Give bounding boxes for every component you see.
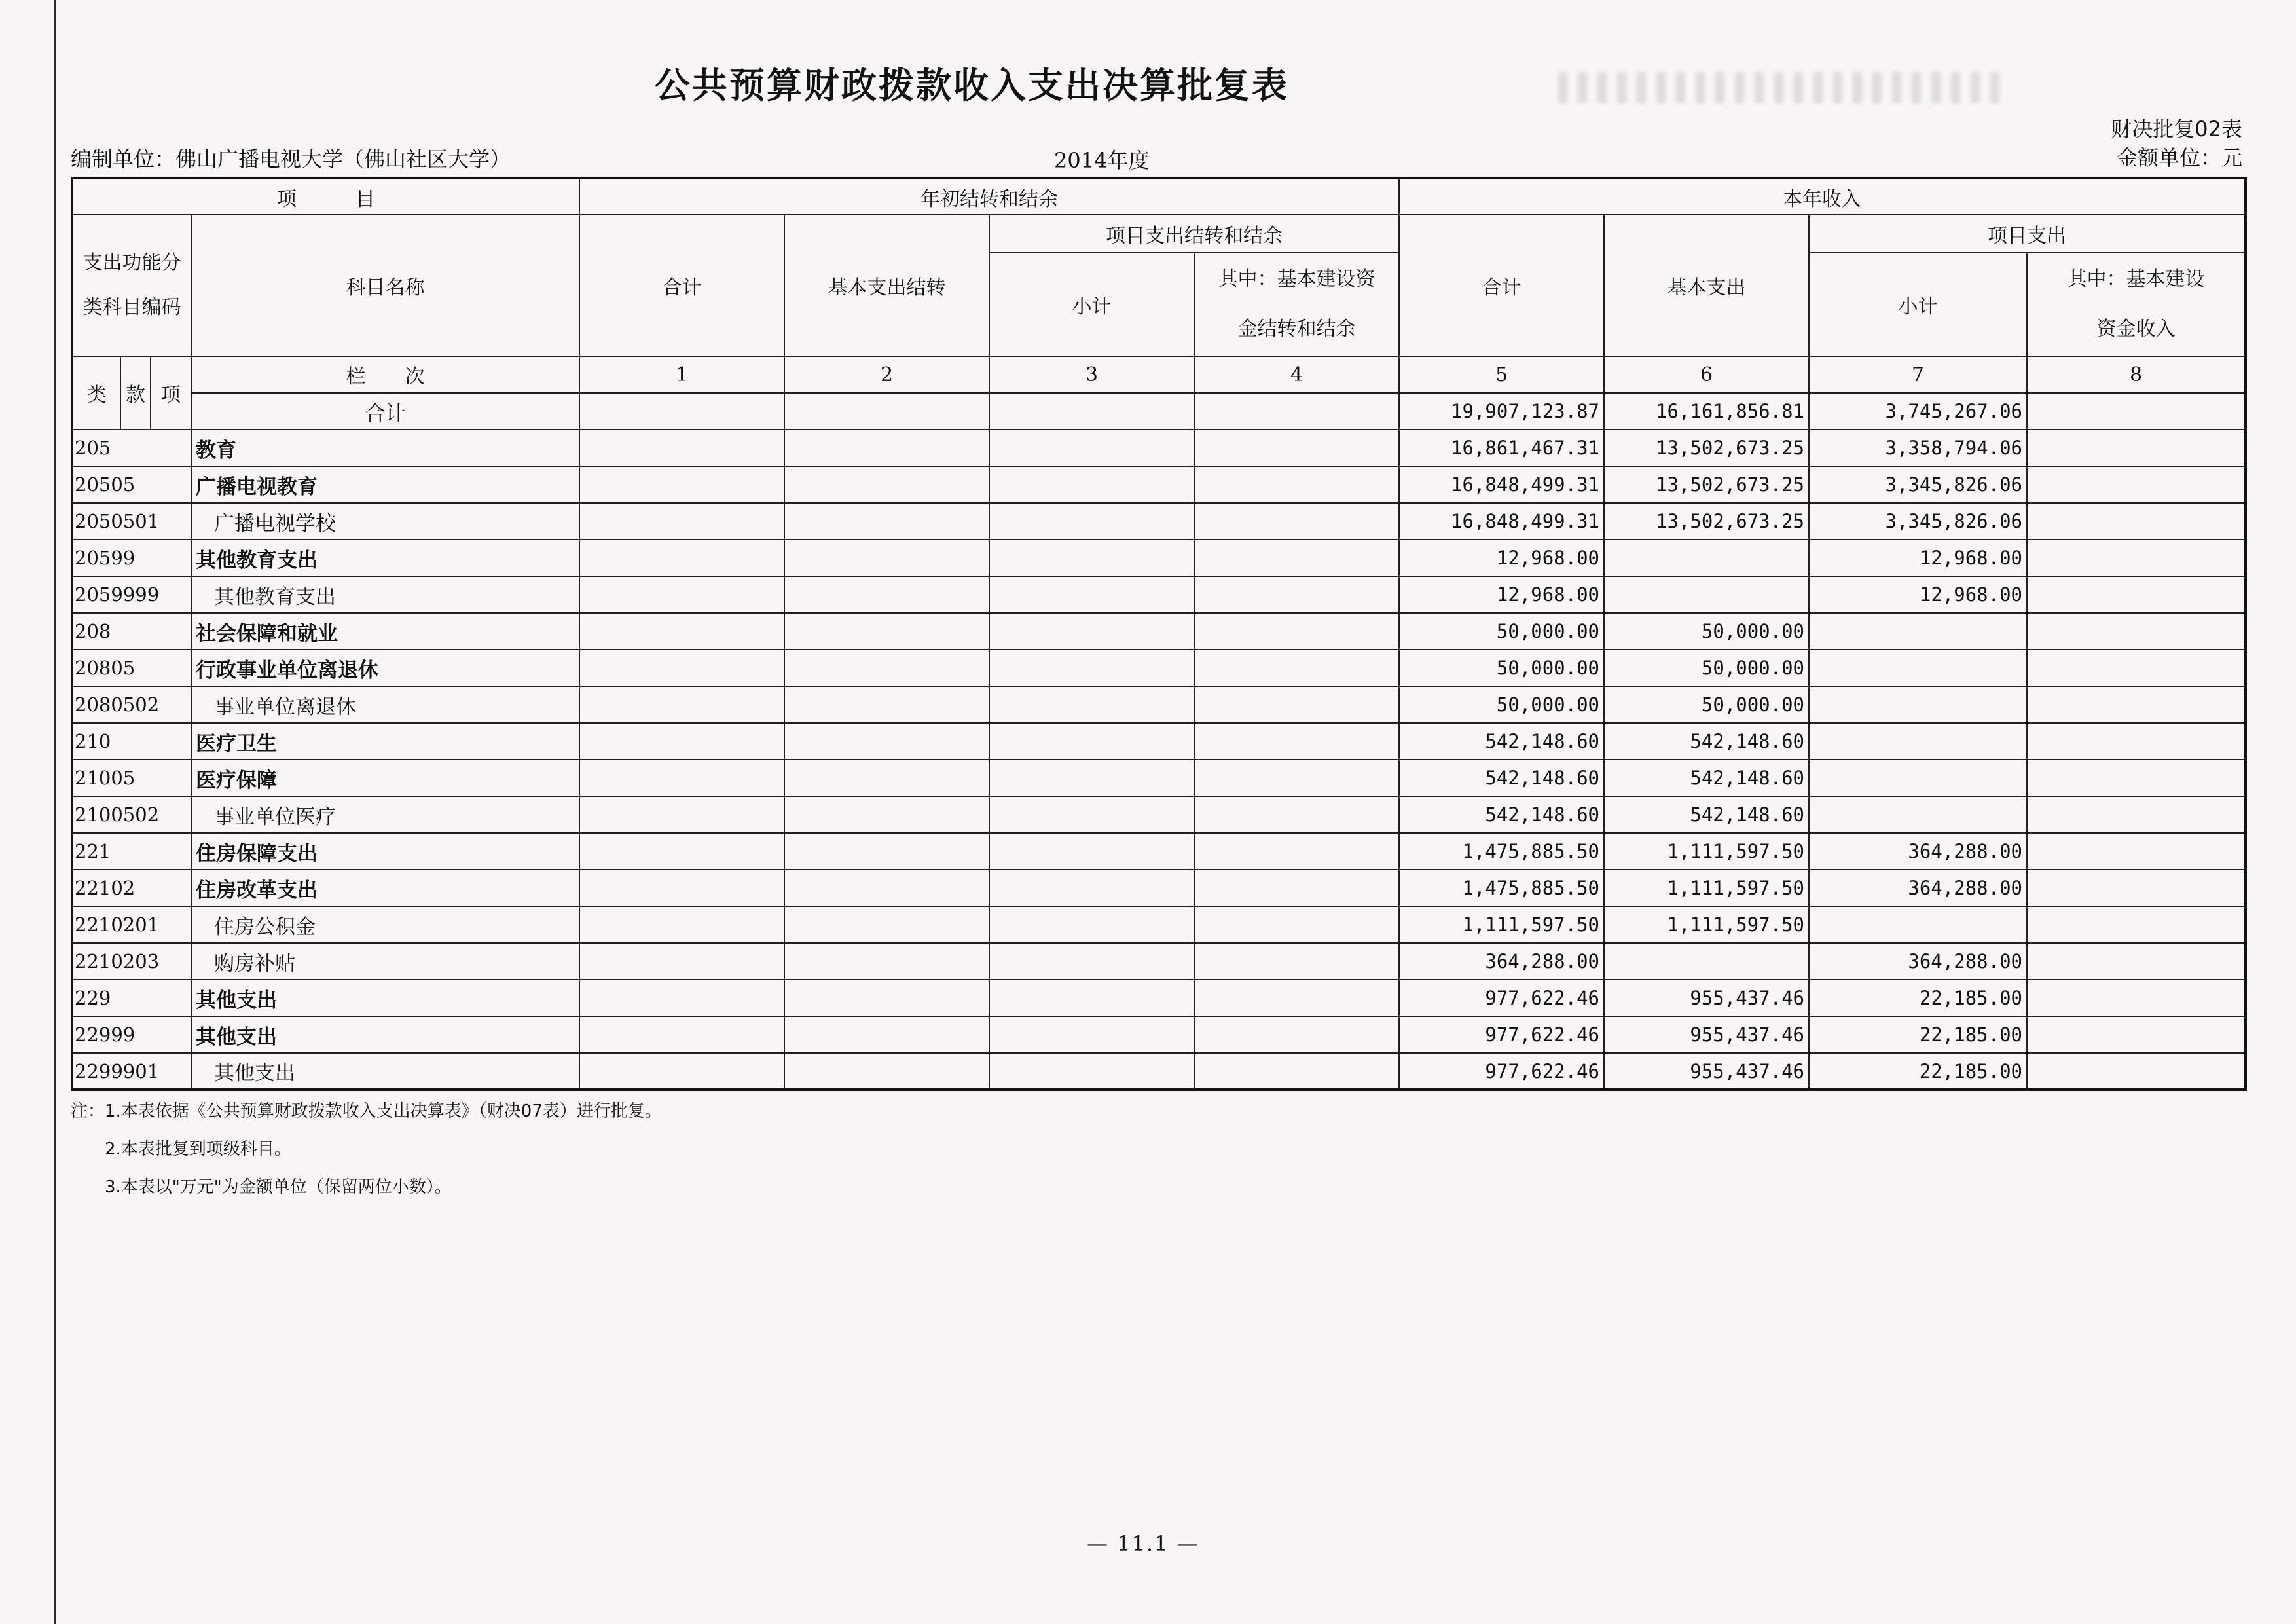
empty-cell: [579, 503, 784, 540]
empty-cell: [1194, 906, 1399, 943]
row-col5: 1,475,885.50: [1399, 833, 1604, 870]
row-col5: 50,000.00: [1399, 613, 1604, 650]
row-col5: 364,288.00: [1399, 943, 1604, 980]
note-2: 2.本表批复到项级科目。: [105, 1139, 291, 1159]
empty-cell: [784, 1053, 989, 1090]
row-col7: 12,968.00: [1809, 576, 2027, 613]
empty-cell: [989, 540, 1194, 576]
page-number: — 11.1 —: [1087, 1531, 1199, 1556]
row-col6: 542,148.60: [1604, 796, 1809, 833]
empty-cell: [2027, 723, 2246, 760]
empty-cell: [989, 833, 1194, 870]
header-kuan: 款: [120, 356, 151, 430]
row-col5: 16,861,467.31: [1399, 430, 1604, 466]
empty-cell: [784, 1016, 989, 1053]
row-code: 20805: [72, 650, 191, 686]
empty-cell: [989, 466, 1194, 503]
header-basic-expense: 基本支出: [1604, 215, 1809, 356]
table-row: [72, 980, 2246, 1016]
empty-cell: [784, 466, 989, 503]
col-number: 6: [1604, 356, 1809, 393]
note-1: 注：1.本表依据《公共预算财政拨款收入支出决算表》（财决07表）进行批复。: [71, 1101, 662, 1121]
empty-cell: [2027, 650, 2246, 686]
empty-cell: [1194, 576, 1399, 613]
empty-cell: [579, 540, 784, 576]
empty-cell: [2027, 760, 2246, 796]
table-row: [72, 650, 2246, 686]
row-col5: 50,000.00: [1399, 686, 1604, 723]
header-opening-balance: 年初结转和结余: [579, 178, 1399, 215]
row-col6: 50,000.00: [1604, 613, 1809, 650]
row-name: 广播电视学校: [191, 503, 579, 540]
row-name: 社会保障和就业: [191, 613, 579, 650]
header-total-b: 合计: [1399, 215, 1604, 356]
empty-cell: [1194, 870, 1399, 906]
row-name: 事业单位医疗: [191, 796, 579, 833]
row-code: 2210203: [72, 943, 191, 980]
empty-cell: [989, 760, 1194, 796]
row-col7: 22,185.00: [1809, 980, 2027, 1016]
empty-cell: [1194, 540, 1399, 576]
row-col6: 13,502,673.25: [1604, 466, 1809, 503]
row-col5: 977,622.46: [1399, 1053, 1604, 1090]
empty-cell: [1194, 723, 1399, 760]
empty-cell: [2027, 1016, 2246, 1053]
empty-cell: [579, 686, 784, 723]
table-row: [72, 576, 2246, 613]
row-col5: 542,148.60: [1399, 723, 1604, 760]
table-row: [72, 430, 2246, 466]
row-name: 其他教育支出: [191, 576, 579, 613]
row-col5: 16,848,499.31: [1399, 466, 1604, 503]
row-code: 22999: [72, 1016, 191, 1053]
row-col7: 22,185.00: [1809, 1053, 2027, 1090]
row-name: 事业单位离退休: [191, 686, 579, 723]
row-name: 其他支出: [191, 980, 579, 1016]
empty-cell: [2027, 430, 2246, 466]
header-lei: 类: [72, 356, 120, 430]
empty-cell: [579, 870, 784, 906]
row-col7: 3,345,826.06: [1809, 503, 2027, 540]
empty-cell: [784, 393, 989, 430]
header-project-expense: 项目支出: [1809, 215, 2246, 253]
row-code: 2080502: [72, 686, 191, 723]
row-col6: 50,000.00: [1604, 686, 1809, 723]
row-col7: 3,358,794.06: [1809, 430, 2027, 466]
empty-cell: [1194, 760, 1399, 796]
empty-cell: [2027, 870, 2246, 906]
col-number: 3: [989, 356, 1194, 393]
report-year: 2014年度: [1054, 148, 1150, 173]
empty-cell: [784, 503, 989, 540]
header-subject-name: 科目名称: [191, 215, 579, 356]
col-number: 2: [784, 356, 989, 393]
table-row: [72, 723, 2246, 760]
row-col5: 542,148.60: [1399, 796, 1604, 833]
empty-cell: [989, 723, 1194, 760]
empty-cell: [784, 650, 989, 686]
row-col6: [1604, 576, 1809, 613]
row-col5: 16,848,499.31: [1399, 503, 1604, 540]
empty-cell: [2027, 503, 2246, 540]
empty-cell: [579, 906, 784, 943]
empty-cell: [989, 980, 1194, 1016]
table-row: [72, 833, 2246, 870]
header-item: 项 目: [72, 178, 579, 215]
prepared-by: 编制单位：佛山广播电视大学（佛山社区大学）: [71, 147, 511, 172]
row-code: 20599: [72, 540, 191, 576]
table-row: [72, 466, 2246, 503]
col-number: 5: [1399, 356, 1604, 393]
empty-cell: [1194, 943, 1399, 980]
empty-cell: [989, 650, 1194, 686]
total-row: [72, 393, 2246, 430]
empty-cell: [1194, 980, 1399, 1016]
notes: [71, 1092, 662, 1206]
row-name: 医疗保障: [191, 760, 579, 796]
row-col6: [1604, 540, 1809, 576]
empty-cell: [579, 980, 784, 1016]
empty-cell: [579, 796, 784, 833]
empty-cell: [579, 723, 784, 760]
empty-cell: [989, 576, 1194, 613]
empty-cell: [1194, 833, 1399, 870]
row-col7: 12,968.00: [1809, 540, 2027, 576]
row-col6: 542,148.60: [1604, 723, 1809, 760]
table-row: [72, 906, 2246, 943]
row-code: 2299901: [72, 1053, 191, 1090]
row-col6: 955,437.46: [1604, 980, 1809, 1016]
table-row: [72, 540, 2246, 576]
empty-cell: [2027, 943, 2246, 980]
row-col5: 542,148.60: [1399, 760, 1604, 796]
budget-table: [71, 177, 2247, 1091]
row-col7: 364,288.00: [1809, 833, 2027, 870]
empty-cell: [784, 540, 989, 576]
total-col5: 19,907,123.87: [1399, 393, 1604, 430]
empty-cell: [1194, 503, 1399, 540]
header-construction-a: 其中：基本建设资金结转和结余: [1194, 253, 1399, 356]
row-col5: 977,622.46: [1399, 1016, 1604, 1053]
empty-cell: [1194, 650, 1399, 686]
row-col5: 1,111,597.50: [1399, 906, 1604, 943]
empty-cell: [2027, 796, 2246, 833]
table-row: [72, 943, 2246, 980]
empty-cell: [579, 943, 784, 980]
row-name: 教育: [191, 430, 579, 466]
empty-cell: [784, 613, 989, 650]
table-row: [72, 503, 2246, 540]
empty-cell: [2027, 576, 2246, 613]
row-code: 208: [72, 613, 191, 650]
header-construction-b: 其中：基本建设资金收入: [2027, 253, 2246, 356]
empty-cell: [579, 760, 784, 796]
empty-cell: [989, 503, 1194, 540]
empty-cell: [1194, 613, 1399, 650]
empty-cell: [2027, 393, 2246, 430]
row-name: 广播电视教育: [191, 466, 579, 503]
row-col7: 22,185.00: [1809, 1016, 2027, 1053]
header-row-2: [72, 215, 2246, 253]
header-row-numbers: [72, 356, 2246, 393]
empty-cell: [784, 943, 989, 980]
row-col6: 13,502,673.25: [1604, 503, 1809, 540]
empty-cell: [989, 870, 1194, 906]
row-col5: 50,000.00: [1399, 650, 1604, 686]
page-title: 公共预算财政拨款收入支出决算批复表: [655, 65, 1289, 106]
header-current-income: 本年收入: [1399, 178, 2246, 215]
table-row: [72, 870, 2246, 906]
row-col7: [1809, 760, 2027, 796]
empty-cell: [784, 906, 989, 943]
row-col7: 364,288.00: [1809, 870, 2027, 906]
row-col6: 1,111,597.50: [1604, 870, 1809, 906]
total-col7: 3,745,267.06: [1809, 393, 2027, 430]
empty-cell: [2027, 980, 2246, 1016]
empty-cell: [784, 430, 989, 466]
empty-cell: [579, 430, 784, 466]
empty-cell: [989, 796, 1194, 833]
row-col6: 13,502,673.25: [1604, 430, 1809, 466]
empty-cell: [784, 576, 989, 613]
empty-cell: [579, 1053, 784, 1090]
col-number: 1: [579, 356, 784, 393]
col-number: 7: [1809, 356, 2027, 393]
empty-cell: [579, 650, 784, 686]
empty-cell: [2027, 466, 2246, 503]
row-col7: [1809, 723, 2027, 760]
empty-cell: [1194, 686, 1399, 723]
col-number: 8: [2027, 356, 2246, 393]
empty-cell: [1194, 796, 1399, 833]
table-row: [72, 686, 2246, 723]
col-number: 4: [1194, 356, 1399, 393]
empty-cell: [2027, 613, 2246, 650]
row-col6: 955,437.46: [1604, 1016, 1809, 1053]
row-name: 住房保障支出: [191, 833, 579, 870]
scan-edge-line: [54, 0, 56, 1624]
empty-cell: [1194, 1053, 1399, 1090]
row-code: 21005: [72, 760, 191, 796]
row-col7: 3,345,826.06: [1809, 466, 2027, 503]
row-col6: 542,148.60: [1604, 760, 1809, 796]
header-row-1: [72, 178, 2246, 215]
empty-cell: [2027, 1053, 2246, 1090]
empty-cell: [1194, 466, 1399, 503]
header-column-seq: 栏 次: [191, 356, 579, 393]
row-code: 2050501: [72, 503, 191, 540]
empty-cell: [579, 393, 784, 430]
header-subtotal-a: 小计: [989, 253, 1194, 356]
row-col7: [1809, 796, 2027, 833]
empty-cell: [579, 833, 784, 870]
header-func-code: 支出功能分类科目编码: [72, 215, 191, 356]
empty-cell: [579, 1016, 784, 1053]
row-col6: 1,111,597.50: [1604, 906, 1809, 943]
empty-cell: [784, 686, 989, 723]
empty-cell: [989, 943, 1194, 980]
header-total-a: 合计: [579, 215, 784, 356]
empty-cell: [989, 430, 1194, 466]
empty-cell: [579, 613, 784, 650]
note-3: 3.本表以"万元"为金额单位（保留两位小数）。: [105, 1177, 452, 1197]
row-col5: 12,968.00: [1399, 576, 1604, 613]
row-col5: 1,475,885.50: [1399, 870, 1604, 906]
empty-cell: [579, 576, 784, 613]
row-col7: [1809, 686, 2027, 723]
header-xiang: 项: [151, 356, 191, 430]
empty-cell: [1194, 393, 1399, 430]
row-col7: [1809, 906, 2027, 943]
table-row: [72, 613, 2246, 650]
row-code: 2059999: [72, 576, 191, 613]
empty-cell: [2027, 540, 2246, 576]
empty-cell: [784, 980, 989, 1016]
form-code: 财决批复02表: [2111, 117, 2242, 141]
empty-cell: [989, 686, 1194, 723]
amount-unit: 金额单位：元: [2116, 145, 2242, 170]
empty-cell: [2027, 686, 2246, 723]
total-label: 合计: [191, 393, 579, 430]
row-col6: 955,437.46: [1604, 1053, 1809, 1090]
table-row: [72, 1053, 2246, 1090]
empty-cell: [784, 760, 989, 796]
empty-cell: [1194, 1016, 1399, 1053]
total-col6: 16,161,856.81: [1604, 393, 1809, 430]
row-name: 住房公积金: [191, 906, 579, 943]
row-code: 22102: [72, 870, 191, 906]
row-name: 住房改革支出: [191, 870, 579, 906]
row-name: 其他支出: [191, 1053, 579, 1090]
row-name: 其他教育支出: [191, 540, 579, 576]
row-col7: [1809, 650, 2027, 686]
header-project-carryover: 项目支出结转和结余: [989, 215, 1399, 253]
empty-cell: [784, 870, 989, 906]
header-basic-carryover: 基本支出结转: [784, 215, 989, 356]
row-col6: 1,111,597.50: [1604, 833, 1809, 870]
row-code: 205: [72, 430, 191, 466]
empty-cell: [579, 466, 784, 503]
row-name: 购房补贴: [191, 943, 579, 980]
row-col7: [1809, 613, 2027, 650]
empty-cell: [989, 613, 1194, 650]
empty-cell: [2027, 906, 2246, 943]
empty-cell: [784, 723, 989, 760]
form-meta: [2111, 115, 2242, 172]
row-col6: 50,000.00: [1604, 650, 1809, 686]
empty-cell: [989, 393, 1194, 430]
header-subtotal-b: 小计: [1809, 253, 2027, 356]
empty-cell: [989, 906, 1194, 943]
empty-cell: [1194, 430, 1399, 466]
row-code: 210: [72, 723, 191, 760]
row-code: 2100502: [72, 796, 191, 833]
stamp-smudge: [1558, 72, 2003, 103]
row-code: 2210201: [72, 906, 191, 943]
row-col5: 12,968.00: [1399, 540, 1604, 576]
row-col6: [1604, 943, 1809, 980]
empty-cell: [989, 1016, 1194, 1053]
row-code: 221: [72, 833, 191, 870]
row-col5: 977,622.46: [1399, 980, 1604, 1016]
row-col7: 364,288.00: [1809, 943, 2027, 980]
row-code: 20505: [72, 466, 191, 503]
empty-cell: [784, 833, 989, 870]
empty-cell: [784, 796, 989, 833]
row-code: 229: [72, 980, 191, 1016]
row-name: 医疗卫生: [191, 723, 579, 760]
table-row: [72, 1016, 2246, 1053]
empty-cell: [2027, 833, 2246, 870]
row-name: 其他支出: [191, 1016, 579, 1053]
table-row: [72, 796, 2246, 833]
table-row: [72, 760, 2246, 796]
row-name: 行政事业单位离退休: [191, 650, 579, 686]
empty-cell: [989, 1053, 1194, 1090]
